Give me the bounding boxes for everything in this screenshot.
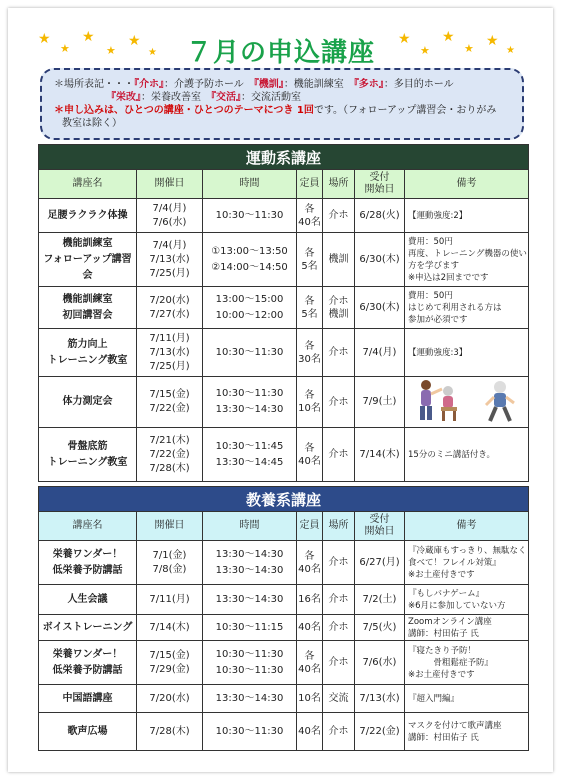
course-date: 7/28(木) [149, 462, 190, 474]
location-legend-2 [54, 91, 512, 104]
location-legend [54, 78, 512, 91]
column-header: 場所 [323, 170, 355, 199]
course-dates [137, 428, 203, 482]
course-date: 7/4(月) [152, 202, 187, 214]
notice-box [40, 68, 524, 140]
application-rule [54, 104, 512, 117]
course-note: 費用：50円 はじめて利用される方は 参加が必須です [405, 287, 529, 329]
course-row [39, 199, 529, 233]
course-time: 10:00～12:00 [215, 309, 284, 321]
course-note: 『冷蔵庫もすっきり、無駄なく 食べて！フレイル対策』 ※お土産付きです [405, 541, 529, 585]
course-times [203, 685, 297, 713]
course-date: 7/25(月) [149, 267, 190, 279]
course-dates [137, 641, 203, 685]
course-start-date: 7/13(水) [355, 685, 405, 713]
course-time: 13:30～14:30 [215, 404, 284, 415]
location-desc: ：介護予防ホール [164, 79, 254, 90]
rule-text: 教室は除く） [62, 118, 122, 129]
course-note: Zoomオンライン講座 講師：村田佑子 氏 [405, 615, 529, 641]
course-start-date: 6/28(火) [355, 199, 405, 233]
course-times [203, 199, 297, 233]
course-place: 介ホ [323, 585, 355, 615]
column-header: 時間 [203, 512, 297, 541]
course-time: 10:30～11:30 [215, 664, 284, 676]
course-note: マスクを付けて歌声講座 講師：村田佑子 氏 [405, 713, 529, 751]
course-date: 7/4(月) [152, 239, 187, 251]
section-title: 教養系講座 [39, 487, 529, 512]
course-time: 10:30～11:30 [215, 725, 284, 737]
course-capacity: 各 5名 [297, 233, 323, 287]
exercise-course-table [38, 144, 529, 482]
location-key: 『介ホ』 [134, 79, 164, 90]
table-header-row [39, 170, 529, 199]
course-capacity: 各 40名 [297, 428, 323, 482]
course-dates [137, 329, 203, 377]
course-dates [137, 585, 203, 615]
column-header: 開催日 [137, 512, 203, 541]
star-icon: ★ [82, 29, 95, 45]
course-start-date: 6/27(月) [355, 541, 405, 585]
course-dates [137, 615, 203, 641]
application-rule-2 [54, 117, 512, 130]
course-place: 介ホ [323, 641, 355, 685]
rule-emphasis: ＊申し込みは、ひとつの講座・ひとつのテーマにつき 1回 [54, 105, 314, 116]
star-icon: ★ [128, 33, 141, 49]
course-start-date: 6/30(木) [355, 287, 405, 329]
course-note [405, 377, 529, 428]
course-start-date: 6/30(木) [355, 233, 405, 287]
course-date: 7/6(水) [152, 216, 187, 228]
course-time: 13:30～14:30 [215, 548, 284, 560]
course-place: 介ホ [323, 199, 355, 233]
title-banner [8, 28, 553, 68]
star-icon: ★ [60, 42, 70, 55]
course-times [203, 641, 297, 685]
course-row [39, 585, 529, 615]
star-icon: ★ [464, 42, 474, 55]
course-capacity: 40名 [297, 615, 323, 641]
course-date: 7/25(月) [149, 360, 190, 372]
course-name: 体力測定会 [39, 377, 137, 428]
course-capacity: 各 30名 [297, 329, 323, 377]
course-note: 『もしバナゲーム』 ※6月に参加していない方 [405, 585, 529, 615]
course-dates [137, 685, 203, 713]
course-date: 7/22(金) [149, 403, 190, 414]
course-place: 介ホ [323, 428, 355, 482]
course-date: 7/27(水) [149, 308, 190, 320]
section-title-row [39, 145, 529, 170]
course-start-date: 7/2(土) [355, 585, 405, 615]
course-capacity: 各 40名 [297, 641, 323, 685]
page [8, 8, 553, 772]
course-note: 『超入門編』 [405, 685, 529, 713]
course-time: 10:30～11:30 [215, 346, 284, 358]
column-header: 講座名 [39, 170, 137, 199]
course-dates [137, 199, 203, 233]
course-place: 機訓 [323, 233, 355, 287]
course-name: 骨盤底筋 トレーニング教室 [39, 428, 137, 482]
course-name: 栄養ワンダー！ 低栄養予防講話 [39, 641, 137, 685]
location-desc: ：機能訓練室 [283, 79, 354, 90]
course-row [39, 541, 529, 585]
course-date: 7/13(水) [149, 253, 190, 265]
star-icon: ★ [38, 31, 51, 47]
course-place: 介ホ [323, 713, 355, 751]
course-row [39, 641, 529, 685]
course-name: 中国語講座 [39, 685, 137, 713]
course-date: 7/28(木) [149, 725, 190, 737]
page-title: ７月の申込講座 [185, 38, 375, 68]
course-date: 7/15(金) [149, 389, 190, 400]
star-icon: ★ [442, 29, 455, 45]
column-header: 開催日 [137, 170, 203, 199]
course-place: 交流 [323, 685, 355, 713]
section-title-row [39, 487, 529, 512]
course-date: 7/13(水) [149, 346, 190, 358]
course-capacity: 10名 [297, 685, 323, 713]
course-row [39, 428, 529, 482]
column-header: 講座名 [39, 512, 137, 541]
course-date: 7/21(木) [149, 434, 190, 446]
course-start-date: 7/5(火) [355, 615, 405, 641]
course-start-date: 7/9(土) [355, 377, 405, 428]
course-times [203, 377, 297, 428]
course-start-date: 7/6(水) [355, 641, 405, 685]
course-times [203, 428, 297, 482]
location-key: 『機訓』 [253, 79, 284, 90]
course-time: ②14:00～14:50 [211, 261, 288, 273]
course-date: 7/11(月) [149, 332, 190, 344]
course-times [203, 541, 297, 585]
course-date: 7/15(金) [149, 649, 190, 661]
course-date: 7/29(金) [149, 663, 190, 675]
location-key: 『交活』 [211, 92, 241, 103]
star-icon: ★ [486, 33, 499, 49]
column-header: 備考 [405, 512, 529, 541]
course-row [39, 685, 529, 713]
location-key: 『多ホ』 [353, 79, 384, 90]
course-note: 【運動強度:2】 [405, 199, 529, 233]
column-header: 定員 [297, 170, 323, 199]
star-icon: ★ [106, 44, 116, 57]
column-header: 受付 開始日 [355, 170, 405, 199]
course-times [203, 615, 297, 641]
course-time: 10:30～11:15 [215, 621, 284, 633]
course-time: 13:30～14:30 [215, 564, 284, 576]
course-times [203, 585, 297, 615]
course-dates [137, 377, 203, 428]
course-time: ①13:00～13:50 [211, 245, 288, 257]
course-place: 介ホ [323, 615, 355, 641]
course-note: 『寝たきり予防！ 骨粗鬆症予防』 ※お土産付きです [405, 641, 529, 685]
course-times [203, 287, 297, 329]
course-name: 機能訓練室 初回講習会 [39, 287, 137, 329]
course-capacity: 40名 [297, 713, 323, 751]
course-date: 7/22(金) [149, 448, 190, 460]
course-capacity: 各 5名 [297, 287, 323, 329]
course-row [39, 233, 529, 287]
course-start-date: 7/4(月) [355, 329, 405, 377]
legend-prefix: ＊場所表記・・・ [54, 79, 134, 90]
course-start-date: 7/22(金) [355, 713, 405, 751]
course-place: 介ホ 機訓 [323, 287, 355, 329]
column-header: 受付 開始日 [355, 512, 405, 541]
course-dates [137, 233, 203, 287]
course-date: 7/20(水) [149, 692, 190, 704]
course-date: 7/20(水) [149, 294, 190, 306]
course-time: 10:30～11:45 [215, 440, 284, 452]
course-place: 介ホ [323, 377, 355, 428]
course-time: 13:00～15:00 [215, 293, 284, 305]
course-date: 7/14(木) [149, 621, 190, 633]
course-name: 筋力向上 トレーニング教室 [39, 329, 137, 377]
course-date: 7/11(月) [149, 593, 190, 605]
course-dates [137, 713, 203, 751]
star-icon: ★ [398, 31, 411, 47]
column-header: 場所 [323, 512, 355, 541]
location-desc: ：栄養改善室 [141, 92, 211, 103]
course-place: 介ホ [323, 541, 355, 585]
location-key: 『栄改』 [106, 92, 141, 103]
course-start-date: 7/14(木) [355, 428, 405, 482]
course-name: 人生会議 [39, 585, 137, 615]
course-place: 介ホ [323, 329, 355, 377]
course-time: 10:30～11:30 [215, 209, 284, 221]
course-row [39, 287, 529, 329]
course-times [203, 713, 297, 751]
course-date: 7/1(金) [152, 549, 187, 561]
course-capacity: 各 10名 [297, 377, 323, 428]
course-name: ボイストレーニング [39, 615, 137, 641]
course-time: 10:30～11:30 [215, 388, 284, 399]
course-note: 費用：50円 再度、トレーニング機器の使い 方を学びます ※申込は2回までです [405, 233, 529, 287]
course-row [39, 329, 529, 377]
course-row [39, 615, 529, 641]
exercise-illustration [405, 377, 528, 427]
course-capacity: 各 40名 [297, 541, 323, 585]
course-note: 15分のミニ講話付き。 [405, 428, 529, 482]
course-row [39, 377, 529, 428]
course-time: 10:30～11:30 [215, 648, 284, 660]
star-icon: ★ [420, 44, 430, 57]
course-row [39, 713, 529, 751]
table-header-row [39, 512, 529, 541]
section-title: 運動系講座 [39, 145, 529, 170]
course-note: 【運動強度:3】 [405, 329, 529, 377]
location-desc: ：多目的ホール [383, 79, 454, 90]
column-header: 備考 [405, 170, 529, 199]
location-desc: ：交流活動室 [241, 92, 301, 103]
course-dates [137, 287, 203, 329]
course-times [203, 329, 297, 377]
course-name: 機能訓練室 フォローアップ講習会 [39, 233, 137, 287]
course-capacity: 各 40名 [297, 199, 323, 233]
column-header: 時間 [203, 170, 297, 199]
star-icon: ★ [148, 47, 157, 58]
course-date: 7/8(金) [152, 563, 187, 575]
course-name: 栄養ワンダー！ 低栄養予防講話 [39, 541, 137, 585]
star-icon: ★ [506, 45, 515, 56]
course-name: 足腰ラクラク体操 [39, 199, 137, 233]
course-times [203, 233, 297, 287]
course-dates [137, 541, 203, 585]
rule-text: です。（フォローアップ講習会・おりがみ [313, 105, 497, 116]
course-name: 歌声広場 [39, 713, 137, 751]
course-time: 13:30～14:30 [215, 692, 284, 704]
course-time: 13:30～14:45 [215, 456, 284, 468]
course-capacity: 16名 [297, 585, 323, 615]
column-header: 定員 [297, 512, 323, 541]
culture-course-table [38, 486, 529, 751]
course-time: 13:30～14:30 [215, 593, 284, 605]
